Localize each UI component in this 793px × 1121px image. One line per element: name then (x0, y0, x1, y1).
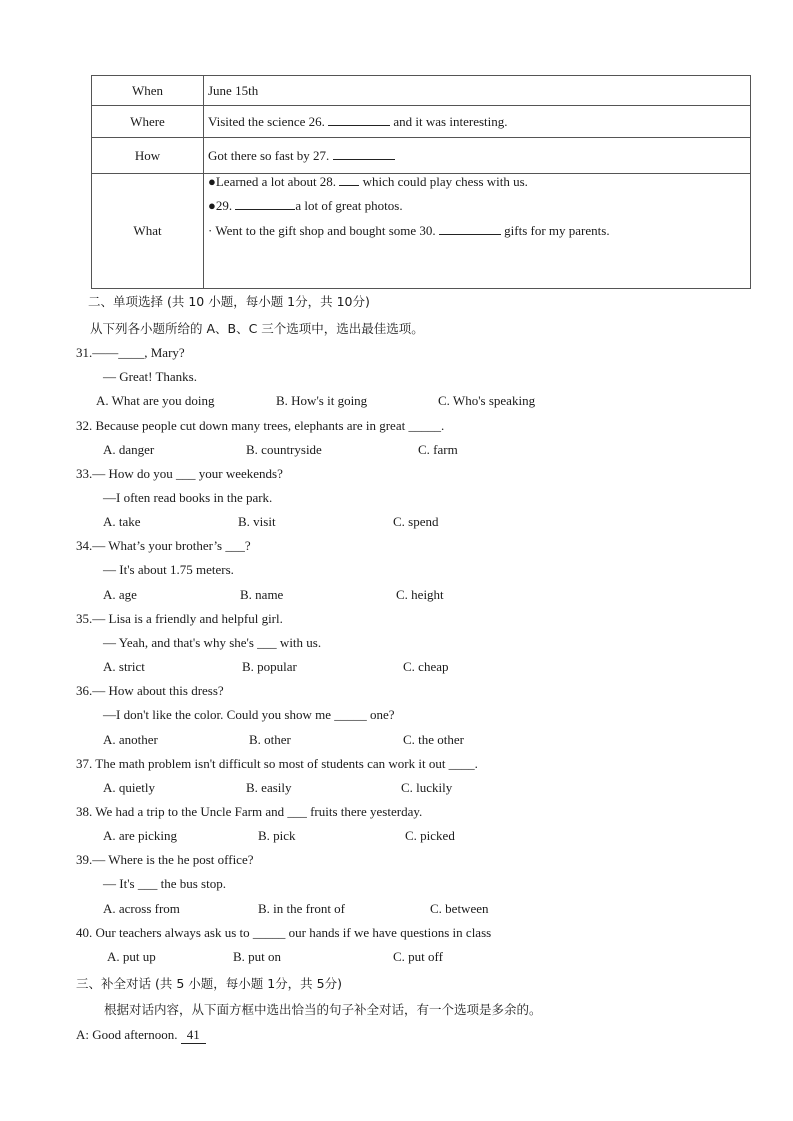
question-33-stem: 33.— How do you ___ your weekends? (76, 466, 283, 481)
dialog-text: A: Good afternoon. (76, 1027, 181, 1042)
question-34-option-c[interactable]: C. height (396, 587, 444, 602)
content-text: a lot of great photos. (295, 198, 403, 213)
question-37-option-c[interactable]: C. luckily (401, 780, 453, 795)
question-34-option-b[interactable]: B. name (240, 587, 284, 602)
question-35-option-a[interactable]: A. strict (103, 659, 145, 674)
question-33-option-c[interactable]: C. spend (393, 514, 439, 529)
question-31-reply: — Great! Thanks. (103, 369, 197, 384)
question-33-option-b[interactable]: B. visit (238, 514, 276, 529)
question-34-reply: — It's about 1.75 meters. (103, 562, 234, 577)
answer-blank-28[interactable] (339, 185, 359, 186)
question-39-option-b[interactable]: B. in the front of (258, 901, 346, 916)
question-31-option-c[interactable]: C. Who's speaking (438, 393, 536, 408)
answer-blank-29[interactable] (235, 209, 295, 210)
question-40-stem: 40. Our teachers always ask us to _____ our hands if we have questions in class (76, 925, 492, 940)
what-line-2 (208, 198, 403, 214)
content-text: ●Learned a lot about 28. (208, 174, 340, 189)
question-40-option-a[interactable]: A. put up (107, 949, 156, 964)
question-34-option-a[interactable]: A. age (103, 587, 137, 602)
question-37-option-b[interactable]: B. easily (246, 780, 292, 795)
question-40-option-c[interactable]: C. put off (393, 949, 443, 964)
question-31-option-a[interactable]: A. What are you doing (96, 393, 215, 408)
question-37-stem: 37. The math problem isn't difficult so most of students can work it out ____. (76, 756, 478, 771)
answer-blank-30[interactable] (439, 234, 501, 235)
question-32-stem: 32. Because people cut down many trees, elephants are in great _____. (76, 418, 445, 433)
answer-blank-27[interactable] (333, 159, 395, 160)
question-39-option-c[interactable]: C. between (430, 901, 489, 916)
question-32-option-a[interactable]: A. danger (103, 442, 155, 457)
answer-blank-26[interactable] (328, 125, 390, 126)
trip-info-table (91, 75, 751, 289)
content-text: ●29. (208, 198, 236, 213)
question-33-reply: —I often read books in the park. (103, 490, 273, 505)
question-38-option-a[interactable]: A. are picking (103, 828, 178, 843)
content-text: · Went to the gift shop and bought some 30. (208, 223, 439, 238)
section-3-heading: 三、补全对话 (共 5 小题，每小题 1分，共 5分) (76, 976, 342, 991)
table-row-what (92, 174, 751, 289)
row-label: How (92, 138, 204, 174)
question-33-option-a[interactable]: A. take (103, 514, 141, 529)
what-line-1 (208, 174, 528, 190)
question-32-option-b[interactable]: B. countryside (246, 442, 322, 457)
row-label: When (92, 76, 204, 106)
question-39-stem: 39.— Where is the he post office? (76, 852, 254, 867)
question-36-option-b[interactable]: B. other (249, 732, 291, 747)
question-36-option-c[interactable]: C. the other (403, 732, 465, 747)
row-content: June 15th (204, 76, 751, 106)
question-35-reply: — Yeah, and that's why she's ___ with us. (103, 635, 322, 650)
section-2-heading: 二、单项选择 (共 10 小题，每小题 1分，共 10分) (88, 294, 370, 309)
question-36-reply: —I don't like the color. Could you show me _____ one? (103, 707, 395, 722)
content-text: gifts for my parents. (500, 223, 610, 238)
table-row-when (92, 76, 751, 106)
content-text: Got there so fast by 27. (208, 147, 333, 163)
question-38-stem: 38. We had a trip to the Uncle Farm and ___ fruits there yesterday. (76, 804, 423, 819)
question-31-option-b[interactable]: B. How's it going (276, 393, 368, 408)
question-39-reply: — It's ___ the bus stop. (103, 876, 226, 891)
content-text: Visited the science 26. (208, 113, 329, 129)
question-34-stem: 34.— What’s your brother’s ___? (76, 538, 251, 553)
what-line-3 (208, 223, 610, 239)
question-31-stem: 31.——____, Mary? (76, 345, 185, 360)
question-36-stem: 36.— How about this dress? (76, 683, 224, 698)
section-3-instruction: 根据对话内容，从下面方框中选出恰当的句子补全对话，有一个选项是多余的。 (104, 1002, 542, 1017)
question-35-option-b[interactable]: B. popular (242, 659, 297, 674)
question-32-option-c[interactable]: C. farm (418, 442, 458, 457)
question-39-option-a[interactable]: A. across from (103, 901, 180, 916)
question-37-option-a[interactable]: A. quietly (103, 780, 155, 795)
question-38-option-c[interactable]: C. picked (405, 828, 455, 843)
row-content (204, 106, 751, 138)
row-label: What (92, 174, 204, 289)
question-35-option-c[interactable]: C. cheap (403, 659, 449, 674)
row-content (204, 138, 751, 174)
row-label: Where (92, 106, 204, 138)
content-text: which could play chess with us. (359, 174, 528, 189)
question-35-stem: 35.— Lisa is a friendly and helpful girl. (76, 611, 283, 626)
section-2-instruction: 从下列各小题所给的 A、B、C 三个选项中，选出最佳选项。 (90, 321, 424, 336)
table-row-where (92, 106, 751, 138)
content-text: and it was interesting. (390, 113, 508, 129)
table-row-how (92, 138, 751, 174)
question-36-option-a[interactable]: A. another (103, 732, 158, 747)
question-38-option-b[interactable]: B. pick (258, 828, 296, 843)
answer-blank-41[interactable]: 41 (181, 1027, 206, 1044)
dialog-line-a (76, 1027, 206, 1044)
row-content (204, 174, 751, 289)
question-40-option-b[interactable]: B. put on (233, 949, 282, 964)
